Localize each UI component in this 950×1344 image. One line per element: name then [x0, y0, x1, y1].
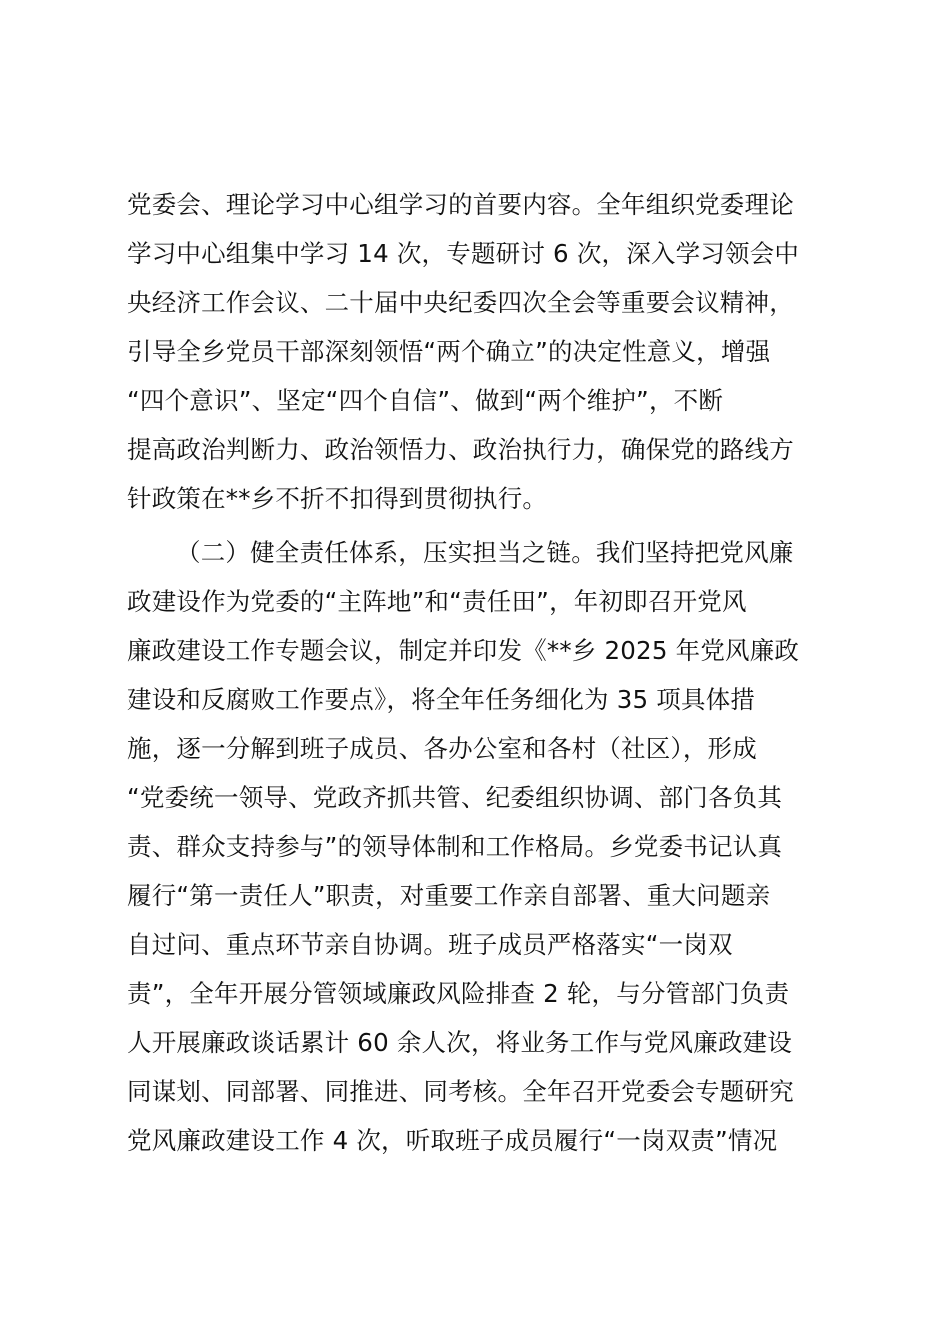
- paragraph-line: 责、群众支持参与”的领导体制和工作格局。乡党委书记认真: [127, 832, 783, 861]
- paragraph-line: 自过问、重点环节亲自协调。班子成员严格落实“一岗双: [127, 930, 733, 959]
- paragraph-line: 党委会、理论学习中心组学习的首要内容。全年组织党委理论: [127, 190, 794, 219]
- paragraph-line: 政建设作为党委的“主阵地”和“责任田”，年初即召开党风: [127, 587, 747, 616]
- paragraph-line: 针政策在**乡不折不扣得到贯彻执行。: [127, 484, 548, 513]
- paragraph-line: 央经济工作会议、二十届中央纪委四次全会等重要会议精神，: [127, 288, 794, 317]
- paragraph-line: “四个意识”、坚定“四个自信”、做到“两个维护”，不断: [127, 386, 724, 415]
- paragraph-line: 党风廉政建设工作 4 次，听取班子成员履行“一岗双责”情况: [127, 1126, 778, 1155]
- paragraph-line: 引导全乡党员干部深刻领悟“两个确立”的决定性意义，增强: [127, 337, 771, 366]
- section-heading-line: （二）健全责任体系，压实担当之链。我们坚持把党风廉: [176, 538, 794, 567]
- paragraph-line: “党委统一领导、党政齐抓共管、纪委组织协调、部门各负其: [127, 783, 783, 812]
- paragraph-line: 施，逐一分解到班子成员、各办公室和各村（社区），形成: [127, 734, 757, 763]
- paragraph-line: 履行“第一责任人”职责，对重要工作亲自部署、重大问题亲: [127, 881, 771, 910]
- paragraph-line: 责”，全年开展分管领域廉政风险排查 2 轮，与分管部门负责: [127, 979, 790, 1008]
- paragraph-line: 学习中心组集中学习 14 次，专题研讨 6 次，深入学习领会中: [127, 239, 800, 268]
- paragraph-line: 廉政建设工作专题会议，制定并印发《**乡 2025 年党风廉政: [127, 636, 800, 665]
- paragraph-line: 建设和反腐败工作要点》，将全年任务细化为 35 项具体措: [127, 685, 756, 714]
- paragraph-line: 提高政治判断力、政治领悟力、政治执行力，确保党的路线方: [127, 435, 794, 464]
- paragraph-line: 同谋划、同部署、同推进、同考核。全年召开党委会专题研究: [127, 1077, 794, 1106]
- paragraph-line: 人开展廉政谈话累计 60 余人次，将业务工作与党风廉政建设: [127, 1028, 793, 1057]
